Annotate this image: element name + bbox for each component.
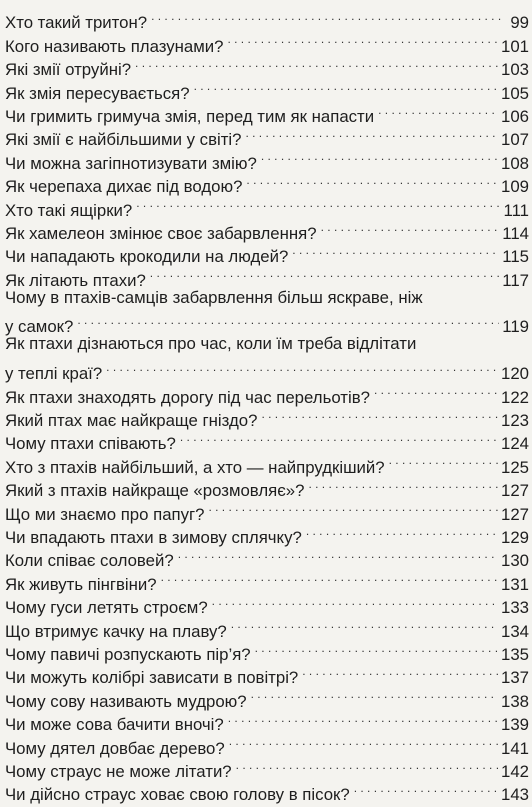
toc-entry-title: Чому дятел довбає дерево? bbox=[5, 738, 225, 758]
toc-entry bbox=[5, 590, 529, 618]
page-number: 120 bbox=[501, 364, 529, 384]
toc-entry bbox=[5, 5, 529, 33]
toc-line bbox=[5, 660, 529, 688]
page-number: 134 bbox=[501, 621, 529, 641]
toc-entry bbox=[5, 262, 529, 290]
toc-entry-title: Чи гримить гримуча змія, перед тим як напасти bbox=[5, 106, 375, 126]
page-number: 99 bbox=[510, 13, 529, 33]
toc-entry bbox=[5, 449, 529, 477]
page-number: 129 bbox=[501, 528, 529, 547]
toc-line bbox=[5, 683, 529, 711]
toc-entry bbox=[5, 145, 529, 173]
page-number: 107 bbox=[501, 130, 529, 150]
page-number: 123 bbox=[501, 411, 529, 431]
page-number: 119 bbox=[502, 317, 529, 337]
toc-entry-title: Які змії є найбільшими у світі? bbox=[5, 130, 242, 150]
table-of-contents bbox=[5, 5, 529, 805]
toc-entry bbox=[5, 75, 529, 103]
toc-entry-title: у самок? bbox=[5, 317, 74, 337]
toc-entry-title: Що втримує качку на плаву? bbox=[5, 621, 227, 641]
page-number: 127 bbox=[501, 481, 529, 501]
toc-entry-title: Як літають птахи? bbox=[5, 270, 146, 290]
toc-entry-title: Чи можуть колібрі зависати в повітрі? bbox=[5, 668, 299, 688]
toc-entry-title: Чи дійсно страус ховає свою голову в пісок? bbox=[5, 785, 350, 805]
page-number: 101 bbox=[501, 36, 529, 56]
page-number: 105 bbox=[501, 83, 529, 103]
toc-entry-title: Як живуть пінгвіни? bbox=[5, 574, 157, 594]
toc-line bbox=[5, 637, 529, 664]
toc-line bbox=[5, 707, 529, 735]
toc-entry bbox=[5, 730, 529, 758]
toc-entry-title-line: Чому в птахів-самців забарвлення більш яскраве, ніж bbox=[5, 287, 423, 307]
toc-entry bbox=[5, 426, 529, 454]
toc-entry bbox=[5, 496, 529, 524]
toc-entry-title: Який птах має найкраще гніздо? bbox=[5, 411, 258, 431]
toc-entry-title: Які змії отруйні? bbox=[5, 60, 132, 80]
toc-entry bbox=[5, 169, 529, 197]
toc-entry-title: Як хамелеон змінює своє забарвлення? bbox=[5, 223, 317, 243]
toc-entry-title: Чи можна загіпнотизувати змію? bbox=[5, 153, 257, 173]
toc-line bbox=[5, 239, 529, 267]
toc-entry bbox=[5, 473, 529, 501]
page-number: 124 bbox=[501, 434, 529, 454]
toc-entry bbox=[5, 613, 529, 641]
toc-entry-title: Чому сову називають мудрою? bbox=[5, 691, 247, 711]
page-number: 103 bbox=[501, 60, 529, 80]
page-number: 141 bbox=[501, 738, 529, 758]
page-number: 139 bbox=[501, 715, 529, 735]
page-number: 117 bbox=[502, 270, 529, 290]
toc-entry-title: Чому страус не може літати? bbox=[5, 761, 232, 781]
toc-line bbox=[5, 216, 529, 243]
toc-line bbox=[5, 520, 529, 547]
toc-line bbox=[5, 5, 529, 33]
toc-entry-title: Чи впадають птахи в зимову сплячку? bbox=[5, 528, 302, 547]
toc-entry bbox=[5, 707, 529, 735]
toc-line bbox=[5, 403, 529, 431]
page-number: 138 bbox=[501, 691, 529, 711]
toc-entry bbox=[5, 683, 529, 711]
toc-entry bbox=[5, 192, 529, 220]
toc-entry bbox=[5, 99, 529, 126]
page-number: 109 bbox=[501, 177, 529, 197]
toc-entry-title: Кого називають плазунами? bbox=[5, 36, 224, 56]
page-number: 127 bbox=[501, 504, 529, 524]
page-number: 125 bbox=[501, 457, 529, 477]
page-number: 133 bbox=[501, 598, 529, 618]
toc-line bbox=[5, 52, 529, 80]
toc-line bbox=[5, 379, 529, 407]
toc-line bbox=[5, 496, 529, 524]
toc-entry bbox=[5, 28, 529, 56]
toc-entry-title: Чому гуси летять строєм? bbox=[5, 598, 208, 618]
toc-entry bbox=[5, 216, 529, 243]
toc-entry bbox=[5, 566, 529, 594]
toc-line bbox=[5, 730, 529, 758]
toc-line bbox=[5, 590, 529, 618]
toc-line bbox=[5, 613, 529, 641]
toc-entry bbox=[5, 660, 529, 688]
page-number: 106 bbox=[501, 106, 529, 126]
page-number: 137 bbox=[501, 668, 529, 688]
toc-entry-title: Що ми знаємо про папуг? bbox=[5, 504, 205, 524]
page-number: 135 bbox=[501, 644, 529, 664]
toc-line bbox=[5, 473, 529, 501]
toc-entry bbox=[5, 403, 529, 431]
page-number: 131 bbox=[501, 574, 529, 594]
toc-line bbox=[5, 169, 529, 197]
toc-line bbox=[5, 99, 529, 126]
page-number: 142 bbox=[501, 761, 529, 781]
toc-entry bbox=[5, 777, 529, 805]
toc-entry-title: Хто з птахів найбільший, а хто — найпрудкіший? bbox=[5, 457, 385, 477]
toc-line bbox=[5, 777, 529, 805]
toc-line bbox=[5, 543, 529, 571]
toc-line bbox=[5, 356, 529, 384]
toc-entry-title: Чи може сова бачити вночі? bbox=[5, 715, 224, 735]
dot-leader bbox=[354, 777, 498, 807]
toc-entry bbox=[5, 332, 529, 384]
toc-entry-title: Коли співає соловей? bbox=[5, 551, 174, 571]
toc-entry-title: Як черепаха дихає під водою? bbox=[5, 177, 243, 197]
toc-line bbox=[5, 449, 529, 477]
toc-entry bbox=[5, 122, 529, 150]
toc-line bbox=[5, 122, 529, 150]
toc-entry bbox=[5, 637, 529, 664]
toc-entry-title: у теплі краї? bbox=[5, 364, 103, 384]
page-number: 143 bbox=[501, 785, 529, 805]
page-number: 114 bbox=[502, 223, 529, 243]
toc-entry bbox=[5, 239, 529, 267]
toc-entry-title-line: Як птахи дізнаються про час, коли їм треба відлітати bbox=[5, 334, 417, 354]
toc-entry-title: Який з птахів найкраще «розмовляє»? bbox=[5, 481, 305, 501]
toc-line bbox=[5, 192, 529, 220]
toc-line bbox=[5, 75, 529, 103]
toc-entry-title: Чи нападають крокодили на людей? bbox=[5, 247, 289, 267]
toc-entry-title: Хто такі ящірки? bbox=[5, 200, 133, 220]
toc-line bbox=[5, 426, 529, 454]
toc-line bbox=[5, 566, 529, 594]
toc-entry-title: Як змія пересувається? bbox=[5, 83, 190, 103]
toc-line bbox=[5, 754, 529, 781]
toc-entry-title: Як птахи знаходять дорогу під час перельотів? bbox=[5, 387, 370, 407]
toc-entry bbox=[5, 520, 529, 547]
toc-entry-title: Чому птахи співають? bbox=[5, 434, 176, 454]
page-number: 108 bbox=[501, 153, 529, 173]
toc-entry-title: Чому павичі розпускають пір’я? bbox=[5, 644, 251, 664]
page-number: 111 bbox=[503, 200, 529, 220]
toc-entry bbox=[5, 543, 529, 571]
toc-entry bbox=[5, 379, 529, 407]
toc-line bbox=[5, 309, 529, 337]
page-number: 115 bbox=[502, 247, 529, 267]
toc-line bbox=[5, 145, 529, 173]
toc-entry-title: Хто такий тритон? bbox=[5, 13, 148, 33]
toc-entry bbox=[5, 286, 529, 337]
page-number: 122 bbox=[501, 387, 529, 407]
toc-line bbox=[5, 262, 529, 290]
toc-entry bbox=[5, 52, 529, 80]
page-number: 130 bbox=[501, 551, 529, 571]
toc-line bbox=[5, 28, 529, 56]
toc-entry bbox=[5, 754, 529, 781]
